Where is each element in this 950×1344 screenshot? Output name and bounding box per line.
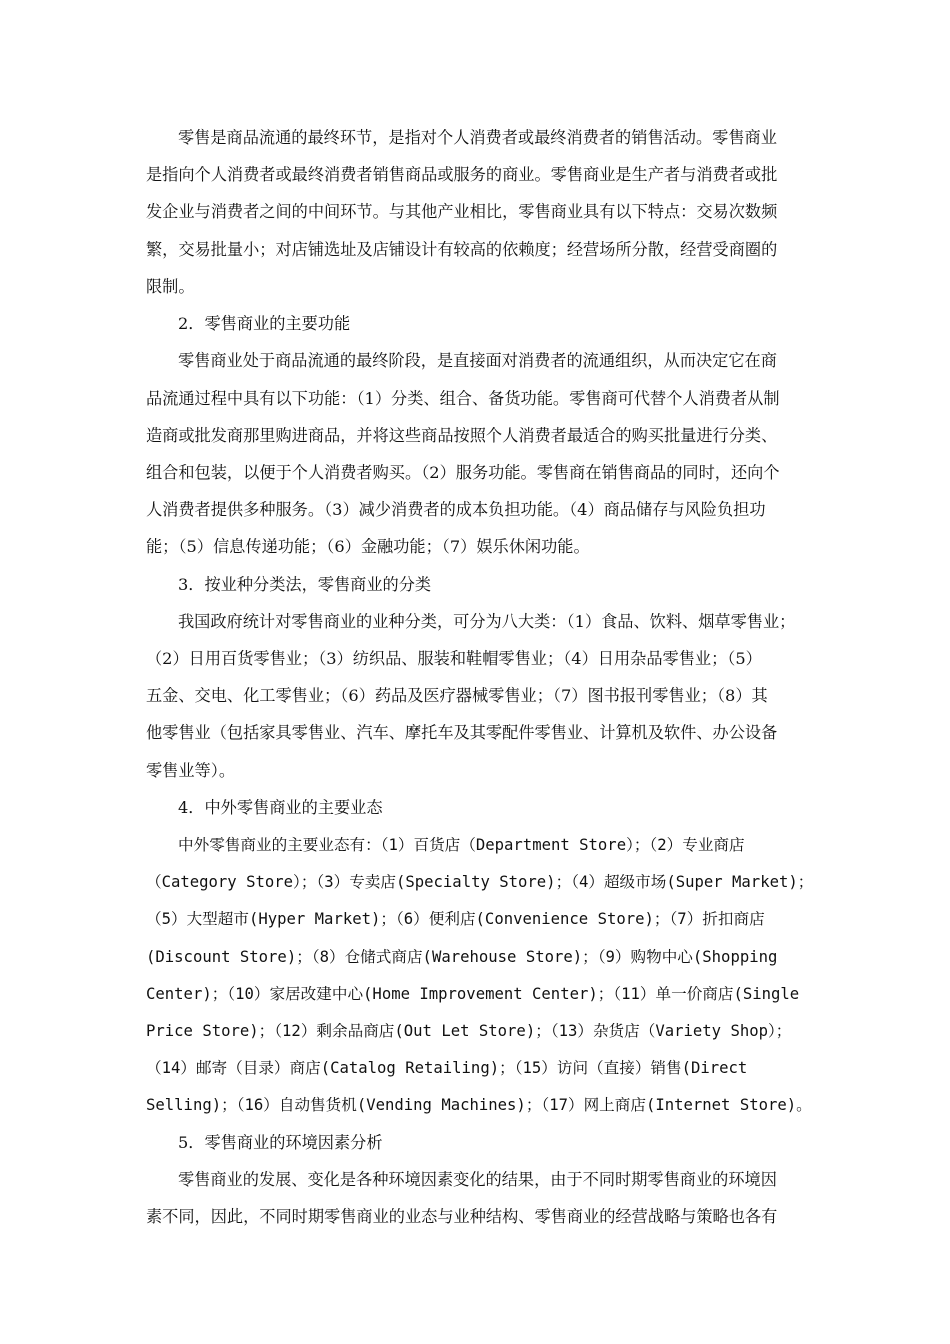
paragraph-4-line-4: (Discount Store)；（8）仓储式商店(Warehouse Store)；（9）购物中心(Shopping — [146, 948, 778, 966]
paragraph-2-line-4: 组合和包装，以便于个人消费者购买。（2）服务功能。零售商在销售商品的同时，还向个 — [146, 463, 780, 482]
paragraph-3-line-1: 我国政府统计对零售商业的业种分类，可分为八大类：（1）食品、饮料、烟草零售业； — [178, 612, 796, 631]
paragraph-2-line-1: 零售商业处于商品流通的最终阶段，是直接面对消费者的流通组织，从而决定它在商 — [178, 351, 777, 370]
paragraph-4-line-2: （Category Store）；（3）专卖店(Specialty Store)；（4）超级市场(Super Market)； — [146, 873, 814, 891]
paragraph-1-line-3: 发企业与消费者之间的中间环节。与其他产业相比，零售商业具有以下特点：交易次数频 — [146, 202, 778, 221]
paragraph-4-line-8: Selling)；（16）自动售货机(Vending Machines)；（17）网上商店(Internet Store)。 — [146, 1096, 812, 1114]
paragraph-4-line-1: 中外零售商业的主要业态有：（1）百货店（Department Store）；（2）专业商店 — [178, 836, 745, 854]
paragraph-4-line-3: （5）大型超市(Hyper Market)；（6）便利店(Convenience Store)；（7）折扣商店 — [146, 910, 765, 928]
paragraph-4-line-7: （14）邮寄（目录）商店(Catalog Retailing)；（15）访问（直接）销售(Direct — [146, 1059, 748, 1077]
paragraph-2-line-2: 品流通过程中具有以下功能：（1）分类、组合、备货功能。零售商可代替个人消费者从制 — [146, 389, 780, 408]
paragraph-2-line-6: 能；（5）信息传递功能；（6）金融功能；（7）娱乐休闲功能。 — [146, 537, 590, 556]
paragraph-1-line-5: 限制。 — [146, 277, 195, 296]
section-heading-5: 5．零售商业的环境因素分析 — [178, 1133, 383, 1152]
section-heading-2: 2．零售商业的主要功能 — [178, 314, 351, 333]
paragraph-2-line-3: 造商或批发商那里购进商品，并将这些商品按照个人消费者最适合的购买批量进行分类、 — [146, 426, 778, 445]
paragraph-5-line-2: 素不同，因此，不同时期零售商业的业态与业种结构、零售商业的经营战略与策略也各有 — [146, 1207, 778, 1226]
paragraph-3-line-2: （2）日用百货零售业；（3）纺织品、服装和鞋帽零售业；（4）日用杂品零售业；（5） — [146, 649, 762, 668]
section-heading-4: 4．中外零售商业的主要业态 — [178, 798, 383, 817]
paragraph-3-line-3: 五金、交电、化工零售业；（6）药品及医疗器械零售业；（7）图书报刊零售业；（8）其 — [146, 686, 768, 705]
section-heading-3: 3．按业种分类法，零售商业的分类 — [178, 575, 432, 594]
paragraph-1-line-2: 是指向个人消费者或最终消费者销售商品或服务的商业。零售商业是生产者与消费者或批 — [146, 165, 778, 184]
paragraph-1-line-4: 繁，交易批量小；对店铺选址及店铺设计有较高的依赖度；经营场所分散，经营受商圈的 — [146, 240, 778, 259]
paragraph-4-line-6: Price Store)；（12）剩余品商店(Out Let Store)；（13）杂货店（Variety Shop）； — [146, 1022, 792, 1040]
paragraph-1-line-1: 零售是商品流通的最终环节，是指对个人消费者或最终消费者的销售活动。零售商业 — [178, 128, 777, 147]
paragraph-5-line-1: 零售商业的发展、变化是各种环境因素变化的结果，由于不同时期零售商业的环境因 — [178, 1170, 777, 1189]
paragraph-4-line-5: Center)；（10）家居改建中心(Home Improvement Center)；（11）单一价商店(Single — [146, 985, 800, 1003]
paragraph-3-line-4: 他零售业（包括家具零售业、汽车、摩托车及其零配件零售业、计算机及软件、办公设备 — [146, 723, 778, 742]
paragraph-3-line-5: 零售业等）。 — [146, 761, 236, 780]
paragraph-2-line-5: 人消费者提供多种服务。（3）减少消费者的成本负担功能。（4）商品储存与风险负担功 — [146, 500, 766, 519]
